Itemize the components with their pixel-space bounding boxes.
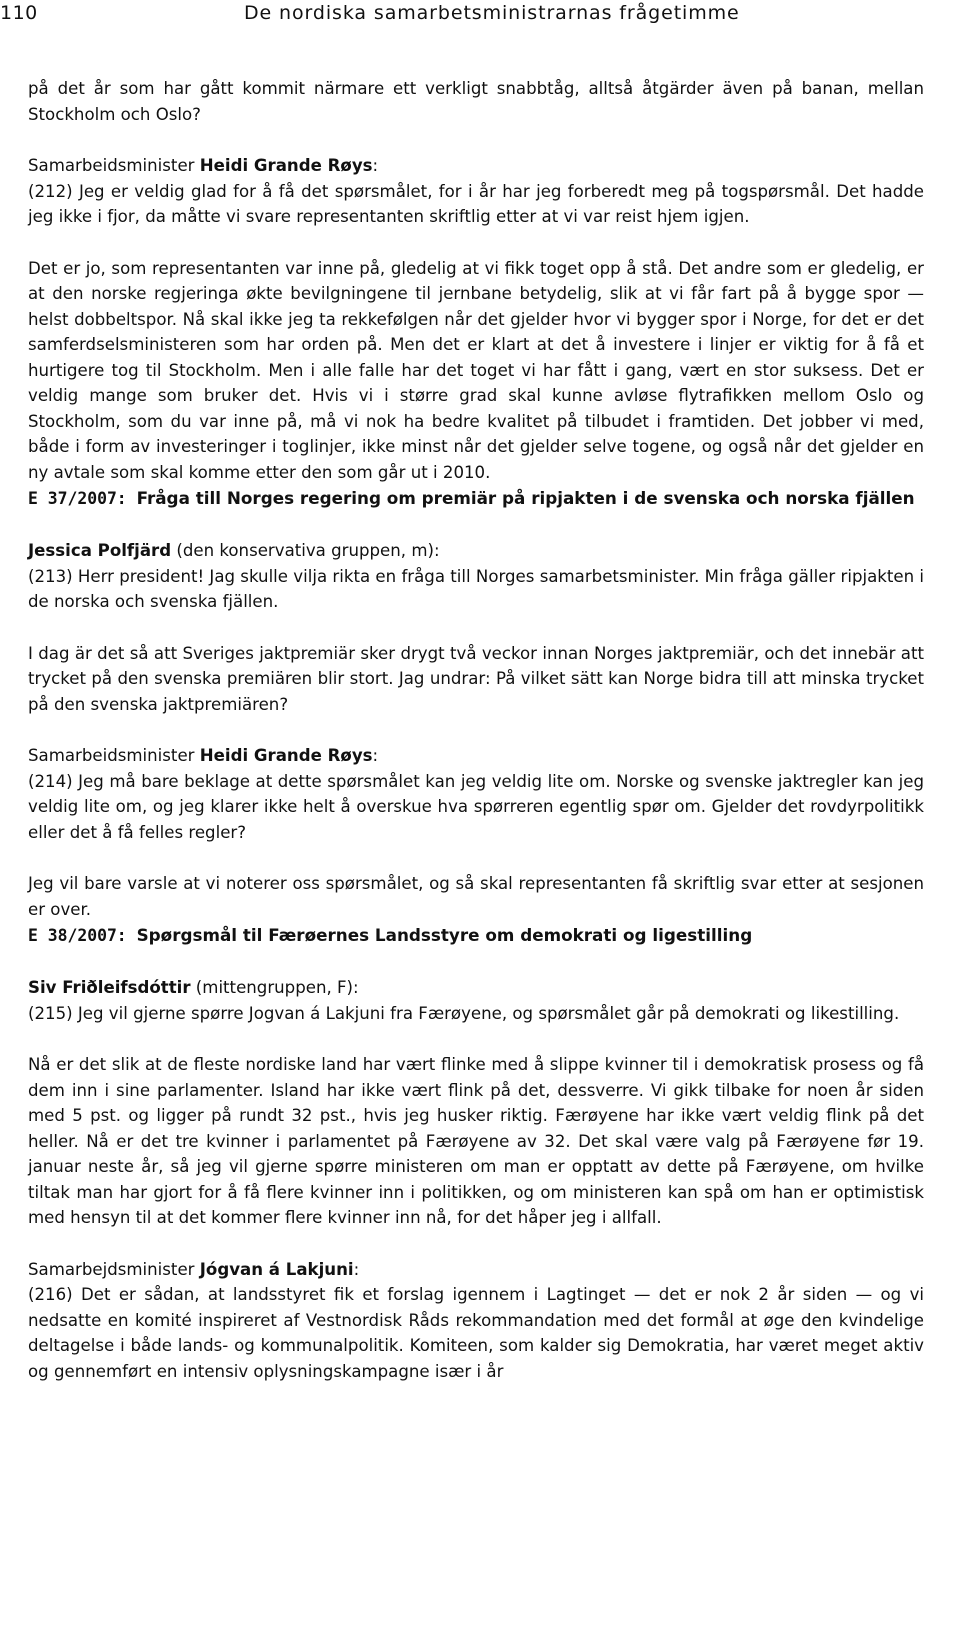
speaker-name: Siv Friðleifsdóttir	[28, 978, 191, 997]
document-body	[28, 76, 924, 1384]
paragraph: Det er jo, som representanten var inne på, gledelig at vi fikk toget opp å stå. Det andre som er gledelig, er at den norske regjeringa økte bevilgningene til jernbane betydelig, slik at vi får fart på å bygge spor — helst dobbeltspor. Nå skal ikke jeg ta rekkefølgen når det gjelder hvor vi bygger spor i Norge, for det er det samferdselsministeren som har orden på. Men det er klart at det å investere i linjer er viktig for å få et hurtigere tog til Stockholm. Men i alle falle har det toget vi har fått i gang, vært en stor suksess. Det er veldig mange som bruker det. Hvis vi i større grad skal kunne avløse flytrafikken mellom Oslo og Stockholm, som du var inne på, må vi nok ha bedre kvalitet på tilbudet i framtiden. Det jobber vi med, både i form av investeringer i toglinjer, ikke minst når det gjelder selve togene, og også når det gjelder en ny avtale som skal komme etter den som går ut i 2010.	[28, 258, 924, 482]
speaker-suffix: :	[372, 746, 379, 765]
question-title: Spørgsmål til Færøernes Landsstyre om demokrati og ligestilling	[136, 925, 753, 945]
question-number: E 37/2007:	[28, 489, 137, 508]
paragraph: (213) Herr president! Jag skulle vilja rikta en fråga till Norges samarbetsminister. Min fråga gäller ripjakten i de norska och svenska fjällen.	[28, 566, 924, 611]
speaker-line	[28, 743, 924, 769]
page-number: 110	[0, 2, 38, 24]
paragraph: (215) Jeg vil gjerne spørre Jogvan á Lakjuni fra Færøyene, og spørsmålet går på demokrati og likestilling.	[28, 1003, 900, 1023]
speaker-name: Heidi Grande Røys	[199, 156, 373, 175]
paragraph: Nå er det slik at de fleste nordiske land har vært flinke med å slippe kvinner til i demokratisk prosess og få dem inn i sine parlamenter. Island har ikke vært flink på det, dessverre. Vi gikk tilbake for noen år siden med 5 pst. og ligger på rundt 32 pst., hvis jeg husker riktig. Færøyene har ikke vært veldig flink på det heller. Nå er det tre kvinner i parlamentet på Færøyene av 32. Det skal være valg på Færøyene før 19. januar neste år, så jeg vil gjerne spørre ministeren om man er opptatt av dette på Færøyene, om hvilke tiltak man har gjort for å få flere kvinner inn i politikken, og om ministeren kan spå om han er optimistisk med hensyn til at det kommer flere kvinner inn nå, for det håper jeg i allfall.	[28, 1055, 924, 1227]
speaker-name: Heidi Grande Røys	[199, 746, 373, 765]
speaker-line	[28, 975, 924, 1001]
paragraph-continuation: på det år som har gått kommit närmare ett verkligt snabbtåg, alltså åtgärder även på banan, mellan Stockholm och Oslo?	[28, 79, 924, 124]
paragraph: I dag är det så att Sveriges jaktpremiär sker drygt två veckor innan Norges jaktpremiär, och det innebär att trycket på den svenska premiären blir stort. Jag undrar: På vilket sätt kan Norge bidra till att minska trycket på den svenska jaktpremiären?	[28, 643, 924, 714]
question-title: Fråga till Norges regering om premiär på ripjakten i de svenska och norska fjällen	[136, 488, 915, 508]
speaker-name: Jessica Polfjärd	[28, 541, 172, 560]
speaker-suffix: :	[372, 156, 379, 175]
speaker-role: Samarbeidsminister	[28, 746, 200, 765]
speaker-suffix: (den konservativa gruppen, m):	[171, 541, 440, 560]
paragraph: (212) Jeg er veldig glad for å få det spørsmålet, for i år har jeg forberedt meg på togspørsmål. Det hadde jeg ikke i fjor, da måtte vi svare representanten skriftlig etter at vi var reist hjem igjen.	[28, 181, 924, 226]
paragraph: Jeg vil bare varsle at vi noterer oss spørsmålet, og så skal representanten få skriftlig svar etter at sesjonen er over.	[28, 874, 924, 919]
running-header	[0, 0, 960, 26]
paragraph: (214) Jeg må bare beklage at dette spørsmålet kan jeg veldig lite om. Norske og svenske jaktregler kan jeg veldig lite om, og jeg klarer ikke helt å overskue hva spørreren egentlig spør om. Gjelder det rovdyrpolitikk eller det å få felles regler?	[28, 771, 924, 842]
speaker-line	[28, 1257, 924, 1283]
question-heading	[28, 922, 924, 949]
running-title: De nordiska samarbetsministrarnas frågetimme	[244, 2, 740, 24]
speaker-role: Samarbejdsminister	[28, 1259, 200, 1279]
question-number: E 38/2007:	[28, 926, 137, 945]
speaker-role: Samarbeidsminister	[28, 156, 200, 175]
speaker-name: Jógvan á Lakjuni	[199, 1259, 354, 1279]
speaker-suffix: :	[353, 1259, 360, 1279]
question-heading	[28, 485, 924, 512]
speaker-line	[28, 153, 924, 179]
paragraph: (216) Det er sådan, at landsstyret fik et forslag igennem i Lagtinget — det er nok 2 år siden — og vi nedsatte en komité inspireret af Vestnordisk Råds rekommandation med det formål at øge den kvindelige deltagelse i både lands- og kommunalpolitik. Komiteen, som kalder sig Demokratia, har været meget aktiv og gennemført en intensiv oplysningskampagne især i år	[28, 1285, 924, 1381]
speaker-suffix: (mittengruppen, F):	[190, 978, 359, 997]
speaker-line	[28, 538, 924, 564]
